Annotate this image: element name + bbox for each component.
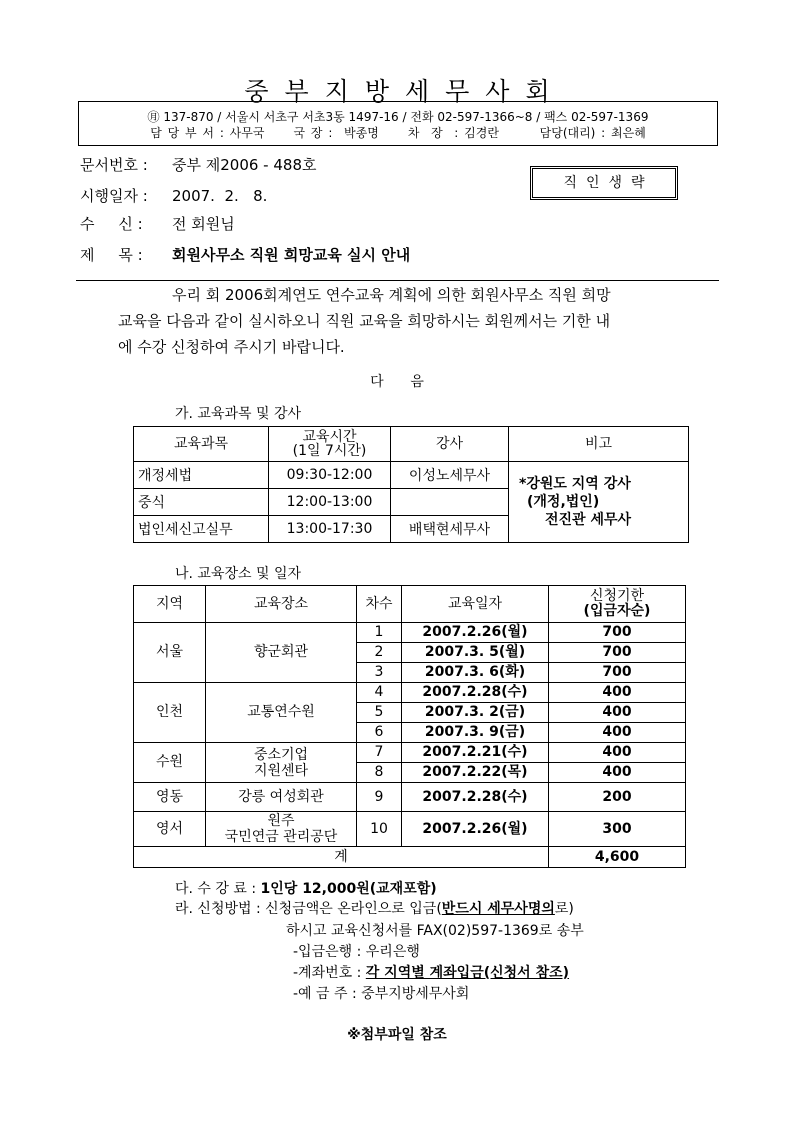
venue-line: 원주 bbox=[267, 813, 295, 829]
round-cell: 4 bbox=[357, 683, 402, 703]
header-cell: 차수 bbox=[357, 586, 402, 623]
application-row bbox=[175, 898, 574, 918]
table-row bbox=[134, 623, 686, 643]
date-cell: 2007.2.26(월) bbox=[402, 623, 549, 643]
course-table bbox=[133, 426, 689, 543]
round-cell: 3 bbox=[357, 663, 402, 683]
lecturer-cell: 배택현세무사 bbox=[391, 516, 509, 543]
table-row bbox=[134, 783, 686, 812]
capacity-cell: 700 bbox=[549, 663, 686, 683]
capacity-cell: 400 bbox=[549, 683, 686, 703]
date-cell: 2007.2.21(수) bbox=[402, 743, 549, 763]
account-label: -계좌번호 : bbox=[293, 965, 362, 981]
capacity-cell: 700 bbox=[549, 623, 686, 643]
holder-row bbox=[293, 983, 469, 1003]
total-value-cell: 4,600 bbox=[549, 847, 686, 868]
header-deadline-note: (입금자순) bbox=[583, 603, 651, 619]
header-cell: 지역 bbox=[134, 586, 206, 623]
header-cell: 비고 bbox=[509, 427, 689, 462]
recipient-row bbox=[80, 213, 235, 234]
venue-cell bbox=[206, 743, 357, 783]
document-number-label: 문서번호 : bbox=[80, 156, 148, 174]
header-deadline: 신청기한 bbox=[589, 588, 645, 604]
bank-label: -입금은행 : bbox=[293, 944, 362, 960]
round-cell: 7 bbox=[357, 743, 402, 763]
time-cell: 13:00-17:30 bbox=[269, 516, 391, 543]
header-cell: 강사 bbox=[391, 427, 509, 462]
region-cell: 인천 bbox=[134, 683, 206, 743]
region-cell: 영동 bbox=[134, 783, 206, 812]
application-text-part: 신청금액은 온라인으로 입금( bbox=[265, 901, 442, 917]
staff-line: 담 당 부 서 : 사무국 국 장 : 박종명 차 장 : 김경란 담당(대리) : 최은혜 bbox=[150, 126, 646, 140]
date-cell: 2007.3. 5(월) bbox=[402, 643, 549, 663]
round-cell: 9 bbox=[357, 783, 402, 812]
holder-value: 중부지방세무사회 bbox=[361, 986, 470, 1002]
lecturer-cell: 이성노세무사 bbox=[391, 462, 509, 489]
header-time: 교육시간 bbox=[302, 429, 357, 445]
capacity-cell: 300 bbox=[549, 812, 686, 847]
section-b-title: 나. 교육장소 및 일자 bbox=[175, 566, 301, 582]
intro-line-1: 우리 회 2006회계연도 연수교육 계획에 의한 회원사무소 직원 희망 bbox=[172, 286, 611, 304]
table-row bbox=[134, 683, 686, 703]
header-cell bbox=[549, 586, 686, 623]
time-cell: 09:30-12:00 bbox=[269, 462, 391, 489]
date-cell: 2007.2.22(목) bbox=[402, 763, 549, 783]
subject-cell: 개정세법 bbox=[134, 462, 269, 489]
note-line: 전진관 세무사 bbox=[545, 512, 632, 528]
note-cell bbox=[509, 462, 689, 543]
fee-row bbox=[175, 878, 437, 898]
note-line: *강원도 지역 강사 bbox=[519, 476, 631, 492]
date-cell: 2007.3. 6(화) bbox=[402, 663, 549, 683]
subject-row bbox=[80, 244, 410, 265]
subject-cell: 법인세신고실무 bbox=[134, 516, 269, 543]
issue-date-row bbox=[80, 185, 267, 206]
capacity-cell: 200 bbox=[549, 783, 686, 812]
bank-value: 우리은행 bbox=[365, 944, 420, 960]
contact-line: ㊊ 137-870 / 서울시 서초구 서초3동 1497-16 / 전화 02-597-1366~8 / 팩스 02-597-1369 bbox=[147, 110, 649, 124]
fee-label: 다. 수 강 료 : bbox=[175, 881, 257, 897]
header-cell: 교육과목 bbox=[134, 427, 269, 462]
recipient-label: 수 신 : bbox=[80, 215, 143, 233]
divider bbox=[76, 280, 719, 281]
venue-cell bbox=[206, 812, 357, 847]
header-cell bbox=[269, 427, 391, 462]
venue-cell: 교통연수원 bbox=[206, 683, 357, 743]
date-cell: 2007.3. 9(금) bbox=[402, 723, 549, 743]
round-cell: 5 bbox=[357, 703, 402, 723]
table-header-row bbox=[134, 586, 686, 623]
account-row bbox=[293, 962, 569, 982]
venue-cell: 강릉 여성회관 bbox=[206, 783, 357, 812]
note-line: (개정,법인) bbox=[527, 494, 600, 510]
application-label: 라. 신청방법 : bbox=[175, 901, 261, 917]
total-label-cell: 계 bbox=[134, 847, 549, 868]
date-cell: 2007.3. 2(금) bbox=[402, 703, 549, 723]
region-cell: 서울 bbox=[134, 623, 206, 683]
venue-line: 중소기업 bbox=[253, 746, 309, 763]
table-total-row bbox=[134, 847, 686, 868]
document-number-row bbox=[80, 154, 316, 175]
next-heading: 다 음 bbox=[370, 374, 424, 390]
capacity-cell: 700 bbox=[549, 643, 686, 663]
subject-cell: 중식 bbox=[134, 489, 269, 516]
application-emphasis: 반드시 세무사명의 bbox=[441, 901, 555, 917]
fee-value: 1인당 12,000원(교재포함) bbox=[260, 881, 437, 897]
application-text-part: 로) bbox=[554, 901, 574, 917]
table-row bbox=[134, 462, 689, 489]
header-time-note: (1일 7시간) bbox=[292, 443, 367, 459]
intro-line-3: 에 수강 신청하여 주시기 바랍니다. bbox=[118, 338, 345, 356]
subject-label: 제 목 : bbox=[80, 246, 143, 264]
lecturer-cell bbox=[391, 489, 509, 516]
round-cell: 8 bbox=[357, 763, 402, 783]
capacity-cell: 400 bbox=[549, 763, 686, 783]
round-cell: 1 bbox=[357, 623, 402, 643]
round-cell: 6 bbox=[357, 723, 402, 743]
venue-cell: 향군회관 bbox=[206, 623, 357, 683]
table-header-row bbox=[134, 427, 689, 462]
seal-omitted-stamp: 직인생략 bbox=[530, 166, 678, 200]
attachment-note: ※첨부파일 참조 bbox=[347, 1027, 447, 1043]
section-a-title: 가. 교육과목 및 강사 bbox=[175, 406, 301, 422]
application-line-2: 하시고 교육신청서를 FAX(02)597-1369로 송부 bbox=[286, 923, 584, 939]
header-cell: 교육장소 bbox=[206, 586, 357, 623]
date-cell: 2007.2.28(수) bbox=[402, 683, 549, 703]
capacity-cell: 400 bbox=[549, 743, 686, 763]
round-cell: 2 bbox=[357, 643, 402, 663]
intro-line-2: 교육을 다음과 같이 실시하오니 직원 교육을 희망하시는 회원께서는 기한 내 bbox=[118, 312, 611, 330]
round-cell: 10 bbox=[357, 812, 402, 847]
capacity-cell: 400 bbox=[549, 723, 686, 743]
document-number-value: 중부 제2006 - 488호 bbox=[172, 156, 317, 174]
header-cell: 교육일자 bbox=[402, 586, 549, 623]
region-cell: 영서 bbox=[134, 812, 206, 847]
capacity-cell: 400 bbox=[549, 703, 686, 723]
region-cell: 수원 bbox=[134, 743, 206, 783]
schedule-table bbox=[133, 585, 686, 868]
time-cell: 12:00-13:00 bbox=[269, 489, 391, 516]
table-row bbox=[134, 743, 686, 763]
holder-label: -예 금 주 : bbox=[293, 986, 357, 1002]
application-text bbox=[265, 901, 574, 917]
issue-date-value: 2007. 2. 8. bbox=[172, 187, 268, 205]
organization-title: 중부지방세무사회 bbox=[244, 77, 566, 106]
date-cell: 2007.2.28(수) bbox=[402, 783, 549, 812]
venue-line: 지원센타 bbox=[253, 762, 309, 779]
recipient-value: 전 회원님 bbox=[172, 215, 235, 233]
date-cell: 2007.2.26(월) bbox=[402, 812, 549, 847]
venue-line: 국민연금 관리공단 bbox=[224, 829, 338, 845]
issue-date-label: 시행일자 : bbox=[80, 187, 148, 205]
account-value: 각 지역별 계좌입금(신청서 참조) bbox=[365, 965, 570, 981]
table-row bbox=[134, 812, 686, 847]
subject-value: 회원사무소 직원 희망교육 실시 안내 bbox=[172, 246, 411, 264]
bank-row bbox=[293, 941, 420, 961]
